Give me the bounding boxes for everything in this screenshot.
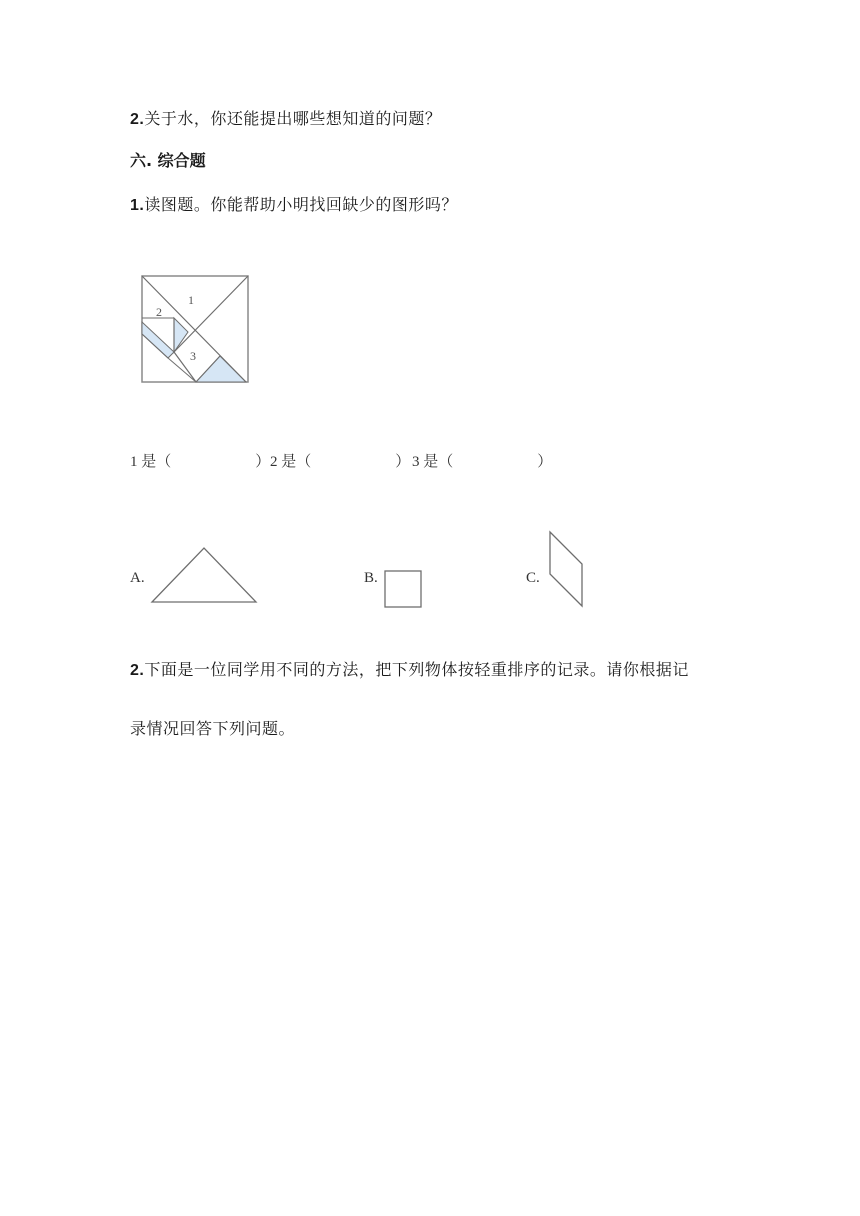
tangram-label-1: 1	[188, 293, 194, 307]
blue-small-triangle	[174, 318, 188, 352]
tangram-label-3: 3	[190, 349, 196, 363]
blank-label: 2 是（	[270, 454, 312, 470]
question-2-line-2: 录情况回答下列问题。	[130, 719, 296, 738]
question-number: 2.	[130, 111, 145, 128]
question-text: 读图题。你能帮助小明找回缺少的图形吗？	[144, 195, 458, 214]
tangram-label-2: 2	[156, 305, 162, 319]
question-number: 2.	[130, 662, 145, 679]
blue-strip-piece	[142, 322, 174, 358]
option-c-parallelogram	[544, 528, 586, 610]
question-text: 关于水，你还能提出哪些想知道的问题？	[144, 109, 442, 128]
option-a-label: A.	[130, 570, 145, 586]
option-b-square	[382, 568, 424, 610]
blank-label: 3 是（	[412, 454, 454, 470]
question-number: 1.	[130, 197, 145, 214]
option-c-label: C.	[526, 570, 540, 586]
question-2-line-1	[130, 657, 689, 680]
blank-label: 1 是（	[130, 454, 172, 470]
answer-blank-1[interactable]	[130, 450, 270, 471]
question-2-prev	[130, 106, 441, 129]
blank-close: ）	[395, 454, 411, 470]
option-b-label: B.	[364, 570, 378, 586]
question-text: 下面是一位同学用不同的方法，把下列物体按轻重排序的记录。请你根据记	[144, 660, 689, 679]
blank-close: ）	[255, 454, 271, 470]
option-a-triangle	[150, 546, 258, 604]
section-title: 六. 综合题	[130, 151, 206, 170]
question-1	[130, 192, 458, 215]
blue-bottom-triangle	[196, 356, 246, 382]
answer-blank-2[interactable]	[270, 450, 410, 471]
answer-blank-3[interactable]	[412, 450, 552, 471]
tangram-figure	[138, 272, 254, 386]
blank-close: ）	[537, 454, 553, 470]
